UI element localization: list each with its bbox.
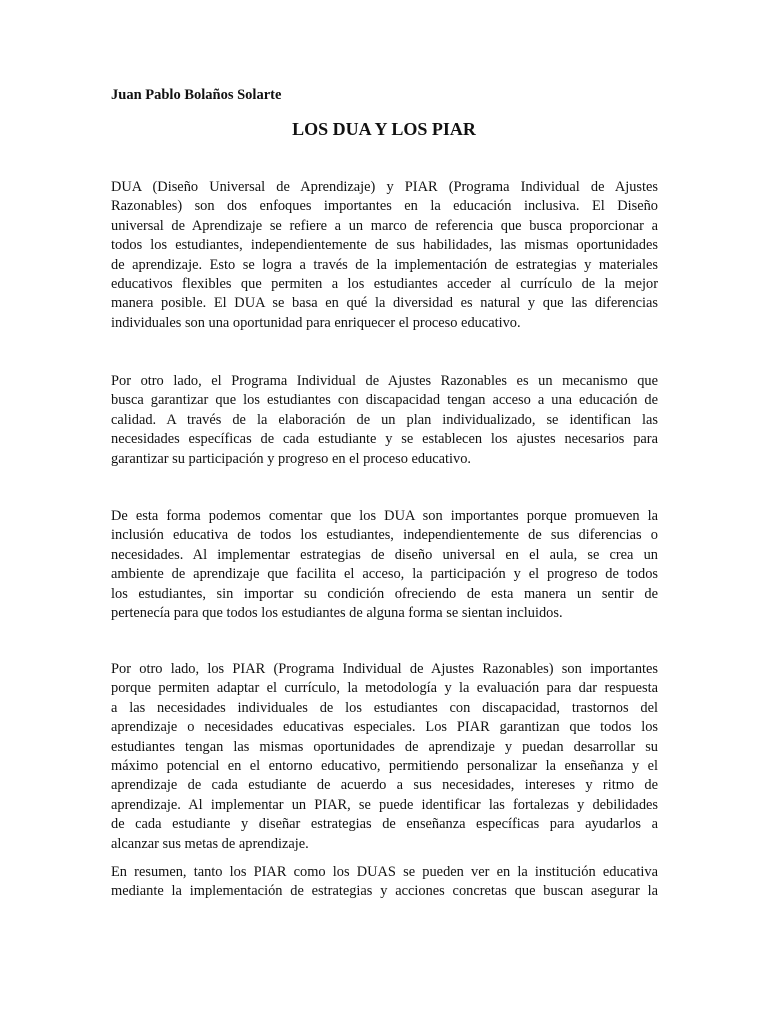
- paragraph-line: individuales son una oportunidad para enriquecer el proceso educativo.: [111, 314, 521, 331]
- paragraph-2: [111, 372, 658, 469]
- paragraph-line: Por otro lado, el Programa Individual de Ajustes Razonables es un mecanismo que: [111, 373, 658, 389]
- paragraph-line: los estudiantes, sin importar su condición ofreciendo de esta manera un sentir de: [111, 585, 658, 602]
- paragraph-line: a las necesidades individuales de los estudiantes con discapacidad, trastornos del: [111, 699, 658, 716]
- paragraph-line: todos los estudiantes, independientemente de sus habilidades, las mismas oportunidades: [111, 237, 658, 254]
- paragraph-line: educativos flexibles que permiten a los estudiantes acceder al currículo de la mejor: [111, 275, 658, 292]
- paragraph-line: mediante la implementación de estrategias y acciones concretas que buscan asegurar la: [111, 883, 658, 900]
- paragraph-line: De esta forma podemos comentar que los DUA son importantes porque promueven la: [111, 508, 658, 524]
- paragraph-line: de aprendizaje. Esto se logra a través de la implementación de estrategias y materiales: [111, 256, 658, 273]
- paragraph-line: aprendizaje de cada estudiante de acuerdo a sus necesidades, intereses y ritmo de: [111, 777, 658, 794]
- paragraph-line: busca garantizar que los estudiantes con discapacidad tengan acceso a una educación de: [111, 392, 658, 409]
- paragraph-line: En resumen, tanto los PIAR como los DUAS se pueden ver en la institución educativa: [111, 864, 658, 880]
- paragraph-line: máximo potencial en el entorno educativo, permitiendo personalizar la enseñanza y el: [111, 757, 658, 774]
- paragraph-line: necesidades. Al implementar estrategias de diseño universal en el aula, se crea un: [111, 546, 658, 563]
- author-name: Juan Pablo Bolaños Solarte: [111, 87, 282, 103]
- paragraph-line: estudiantes tengan las mismas oportunidades de aprendizaje y puedan desarrollar su: [111, 738, 658, 755]
- paragraph-line: inclusión educativa de todos los estudiantes, independientemente de sus diferencias o: [111, 527, 658, 544]
- paragraph-line: necesidades específicas de cada estudiante y se establecen los ajustes necesarios para: [111, 431, 658, 448]
- paragraph-line: pertenecía para que todos los estudiantes de alguna forma se sientan incluidos.: [111, 604, 563, 621]
- paragraph-line: universal de Aprendizaje se refiere a un marco de referencia que busca proporcionar a: [111, 217, 658, 234]
- paragraph-1: [111, 178, 658, 333]
- paragraph-3: [111, 507, 658, 623]
- paragraph-line: Por otro lado, los PIAR (Programa Individual de Ajustes Razonables) son importantes: [111, 661, 658, 677]
- paragraph-line: garantizar su participación y progreso en el proceso educativo.: [111, 450, 472, 467]
- paragraph-line: de cada estudiante y diseñar estrategias de enseñanza específicas para ayudarlos a: [111, 816, 658, 833]
- paragraph-line: aprendizaje. Al implementar un PIAR, se puede identificar las fortalezas y debilidades: [111, 796, 658, 813]
- paragraph-line: calidad. A través de la elaboración de un plan individualizado, se identifican las: [111, 411, 658, 428]
- paragraph-line: DUA (Diseño Universal de Aprendizaje) y PIAR (Programa Individual de Ajustes: [111, 179, 658, 195]
- paragraph-line: Razonables) son dos enfoques importantes en la educación inclusiva. El Diseño: [111, 198, 658, 215]
- paragraph-line: aprendizaje o necesidades educativas especiales. Los PIAR garantizan que todos los: [111, 719, 658, 736]
- document-title: LOS DUA Y LOS PIAR: [292, 119, 476, 139]
- paragraph-line: manera posible. El DUA se basa en qué la diversidad es natural y que las diferencias: [111, 295, 658, 312]
- paragraph-4: [111, 660, 658, 854]
- paragraph-line: alcanzar sus metas de aprendizaje.: [111, 835, 309, 852]
- paragraph-line: ambiente de aprendizaje que facilita el acceso, la participación y el progreso de todos: [111, 566, 658, 583]
- paragraph-5: [111, 863, 658, 902]
- paragraph-line: porque permiten adaptar el currículo, la metodología y la evaluación para dar respuesta: [111, 680, 658, 697]
